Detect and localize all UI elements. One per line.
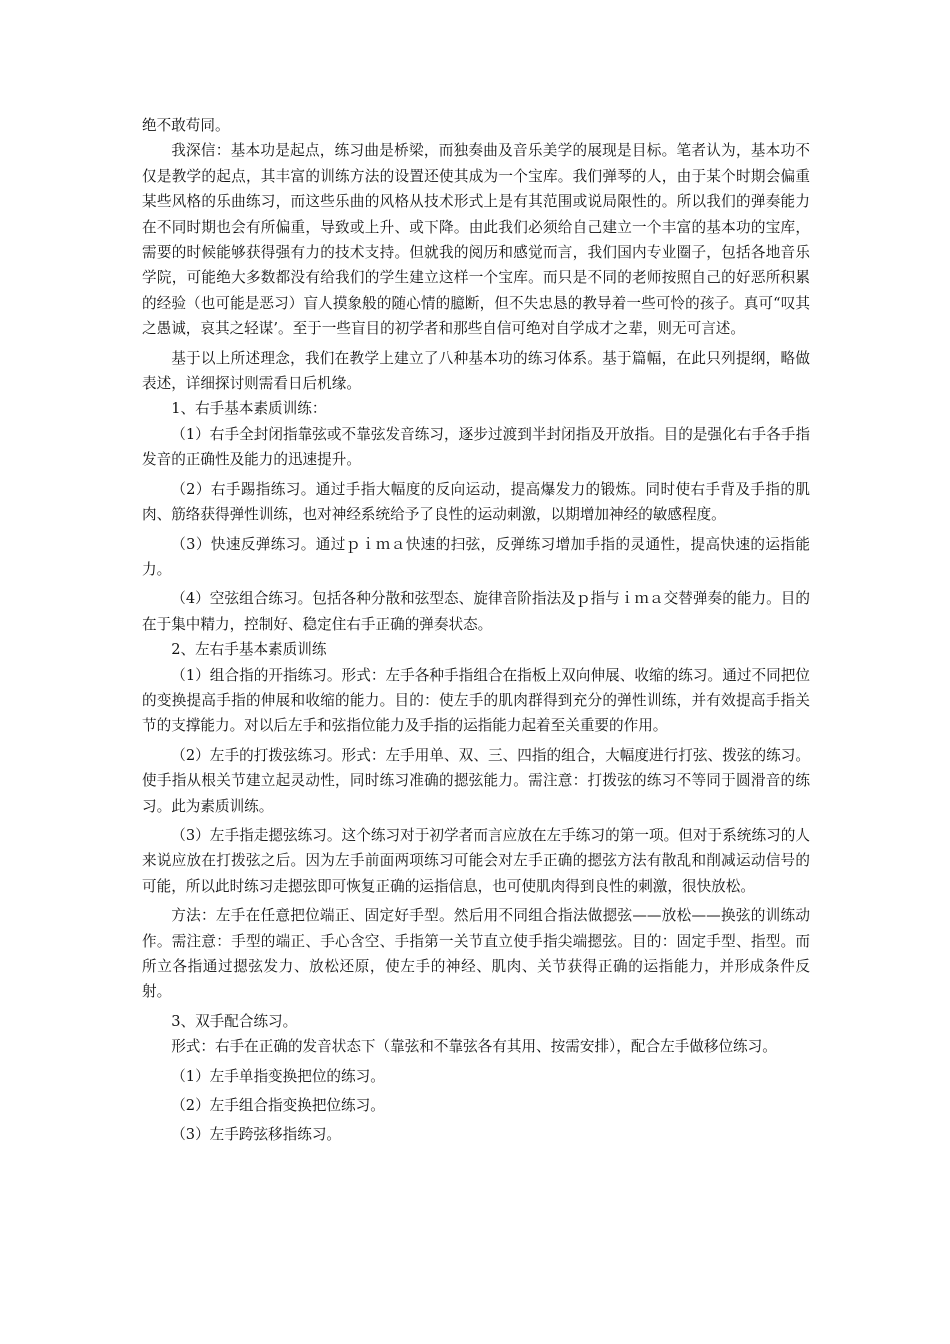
paragraph-continuation: 绝不敢苟同。 <box>142 117 230 134</box>
section-heading-coordination: 3、双手配合练习。 <box>171 1012 298 1030</box>
list-item-left-hand-3: （3）左手指走摁弦练习。这个练习对于初学者而言应放在左手练习的第一项。但对于系统练习的人来说应放在打拨弦之后。因为左手前面两项练习可能会对左手正确的摁弦方法有散乱和削减运动信号的可能，所以此时练习走摁弦即可恢复正确的运指信息，也可使肌肉得到良性的刺激，很快放松。 <box>142 826 810 895</box>
list-item-coordination-3: （3）左手跨弦移指练习。 <box>171 1126 342 1144</box>
paragraph-belief: 我深信：基本功是起点，练习曲是桥梁，而独奏曲及音乐美学的展现是目标。笔者认为，基本功不仅是教学的起点，其丰富的训练方法的设置还使其成为一个宝库。我们弹琴的人，由于某个时期会偏重某些风格的乐曲练习，而这些乐曲的风格从技术形式上是有其范围或说局限性的。所以我们的弹奏能力在不同时期也会有所偏重，导致或上升、或下降。由此我们必须给自己建立一个丰富的基本功的宝库，需要的时候能够获得强有力的技术支持。但就我的阅历和感觉而言，我们国内专业圈子，包括各地音乐学院，可能绝大多数都没有给我们的学生建立这样一个宝库。而只是不同的老师按照自己的好恶所积累的经验（也可能是恶习）盲人摸象般的随心情的臆断，但不失忠恳的教导着一些可怜的孩子。真可“叹其之愚诚，哀其之轻谋’。至于一些盲目的初学者和那些自信可绝对自学成才之辈，则无可言述。 <box>142 142 810 338</box>
list-item-right-hand-2: （2）右手踢指练习。通过手指大幅度的反向运动，提高爆发力的锻炼。同时使右手背及手指的肌肉、筋络获得弹性训练，也对神经系统给予了良性的运动刺激，以期增加神经的敏感程度。 <box>142 480 810 524</box>
list-item-right-hand-4: （4）空弦组合练习。包括各种分散和弦型态、旋律音阶指法及ｐ指与ｉｍａ交替弹奏的能力。目的在于集中精力，控制好、稳定住右手正确的弹奏状态。 <box>142 590 810 633</box>
document-page <box>142 113 810 1148</box>
list-item-left-hand-2: （2）左手的打拨弦练习。形式：左手用单、双、三、四指的组合，大幅度进行打弦、拨弦的练习。使手指从根关节建立起灵动性，同时练习准确的摁弦能力。需注意：打拨弦的练习不等同于圆滑音的练习。此为素质训练。 <box>142 746 810 815</box>
section-heading-both-hands-basic: 2、左右手基本素质训练 <box>171 641 327 659</box>
paragraph-method: 方法：左手在任意把位端正、固定好手型。然后用不同组合指法做摁弦——放松——换弦的训练动作。需注意：手型的端正、手心含空、手指第一关节直立使手指尖端摁弦。目的：固定手型、指型。而所立各指通过摁弦发力、放松还原，使左手的神经、肌肉、关节获得正确的运指能力，并形成条件反射。 <box>142 907 810 1001</box>
section-heading-right-hand: 1、右手基本素质训练： <box>171 400 327 418</box>
list-item-right-hand-1: （1）右手全封闭指靠弦或不靠弦发音练习，逐步过渡到半封闭指及开放指。目的是强化右手各手指发音的正确性及能力的迅速提升。 <box>142 425 810 469</box>
list-item-right-hand-3: （3）快速反弹练习。通过ｐｉｍａ快速的扫弦，反弹练习增加手指的灵通性，提高快速的运指能力。 <box>142 535 810 578</box>
list-item-coordination-2: （2）左手组合指变换把位练习。 <box>171 1097 385 1115</box>
list-item-coordination-1: （1）左手单指变换把位的练习。 <box>171 1067 385 1085</box>
paragraph-system-intro: 基于以上所述理念，我们在教学上建立了八种基本功的练习体系。基于篇幅，在此只列提纲，略做表述，详细探讨则需看日后机缘。 <box>142 349 810 393</box>
list-item-left-hand-1: （1）组合指的开指练习。形式：左手各种手指组合在指板上双向伸展、收缩的练习。通过不同把位的变换提高手指的伸展和收缩的能力。目的：使左手的肌肉群得到充分的弹性训练，并有效提高手指关节的支撑能力。对以后左手和弦指位能力及手指的运指能力起着至关重要的作用。 <box>142 666 810 735</box>
paragraph-coordination-form: 形式：右手在正确的发音状态下（靠弦和不靠弦各有其用、按需安排），配合左手做移位练习。 <box>171 1038 777 1056</box>
